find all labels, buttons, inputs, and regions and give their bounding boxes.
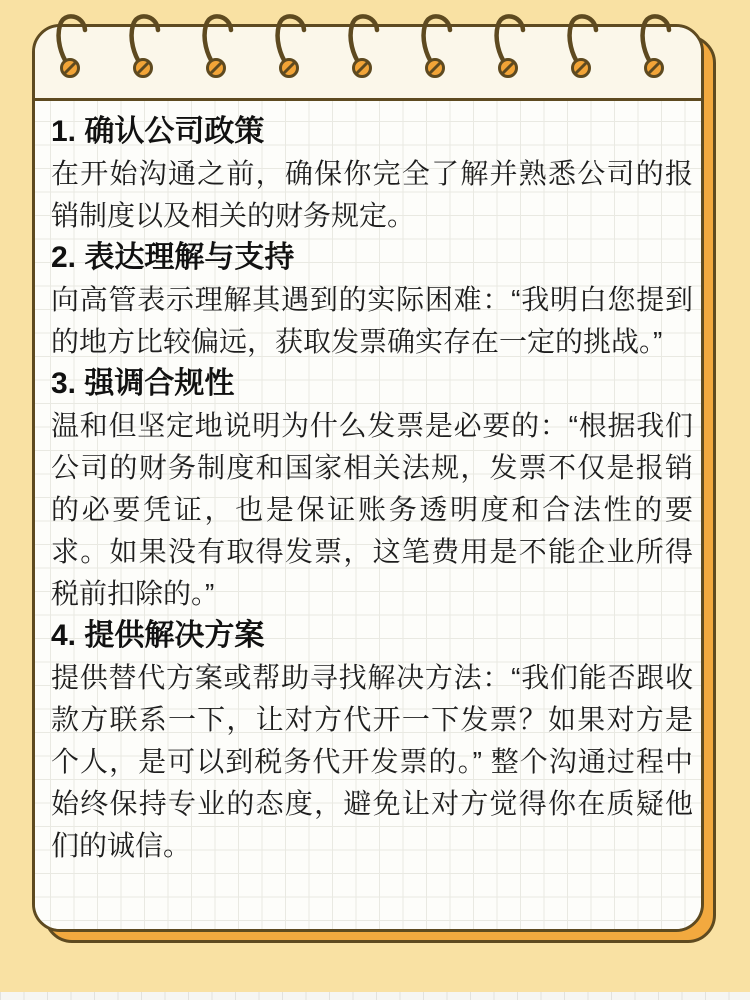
- section-heading: 4. 提供解决方案: [51, 619, 265, 652]
- spiral-ring-icon: [416, 10, 456, 80]
- note-section-3: [51, 363, 693, 615]
- next-card-edge: [0, 992, 750, 1000]
- spiral-ring-icon: [51, 10, 91, 80]
- note-section-1: [51, 111, 693, 237]
- spiral-ring-icon: [635, 10, 675, 80]
- spiral-binding: [0, 0, 750, 90]
- notebook-grid-paper: [35, 101, 701, 929]
- spiral-ring-icon: [343, 10, 383, 80]
- section-heading: 2. 表达理解与支持: [51, 241, 295, 274]
- section-body: 向高管表示理解其遇到的实际困难：“我明白您提到的地方比较偏远，获取发票确实存在一定的挑战。”: [51, 284, 693, 357]
- spiral-ring-icon: [489, 10, 529, 80]
- note-section-2: [51, 237, 693, 363]
- spiral-ring-icon: [270, 10, 310, 80]
- spiral-ring-icon: [197, 10, 237, 80]
- note-content: [51, 111, 693, 867]
- notebook-page: [32, 24, 704, 932]
- note-section-4: [51, 615, 693, 867]
- section-body: 在开始沟通之前，确保你完全了解并熟悉公司的报销制度以及相关的财务规定。: [51, 158, 693, 231]
- spiral-ring-icon: [562, 10, 602, 80]
- section-heading: 1. 确认公司政策: [51, 115, 265, 148]
- section-body: 提供替代方案或帮助寻找解决方法：“我们能否跟收款方联系一下，让对方代开一下发票？如果对方是个人，是可以到税务代开发票的。” 整个沟通过程中始终保持专业的态度，避免让对方觉得你在质疑他们的诚信。: [51, 662, 693, 861]
- section-body: 温和但坚定地说明为什么发票是必要的：“根据我们公司的财务制度和国家相关法规，发票不仅是报销的必要凭证，也是保证账务透明度和合法性的要求。如果没有取得发票，这笔费用是不能企业所得税前扣除的。”: [51, 410, 693, 609]
- section-heading: 3. 强调合规性: [51, 367, 235, 400]
- spiral-ring-icon: [124, 10, 164, 80]
